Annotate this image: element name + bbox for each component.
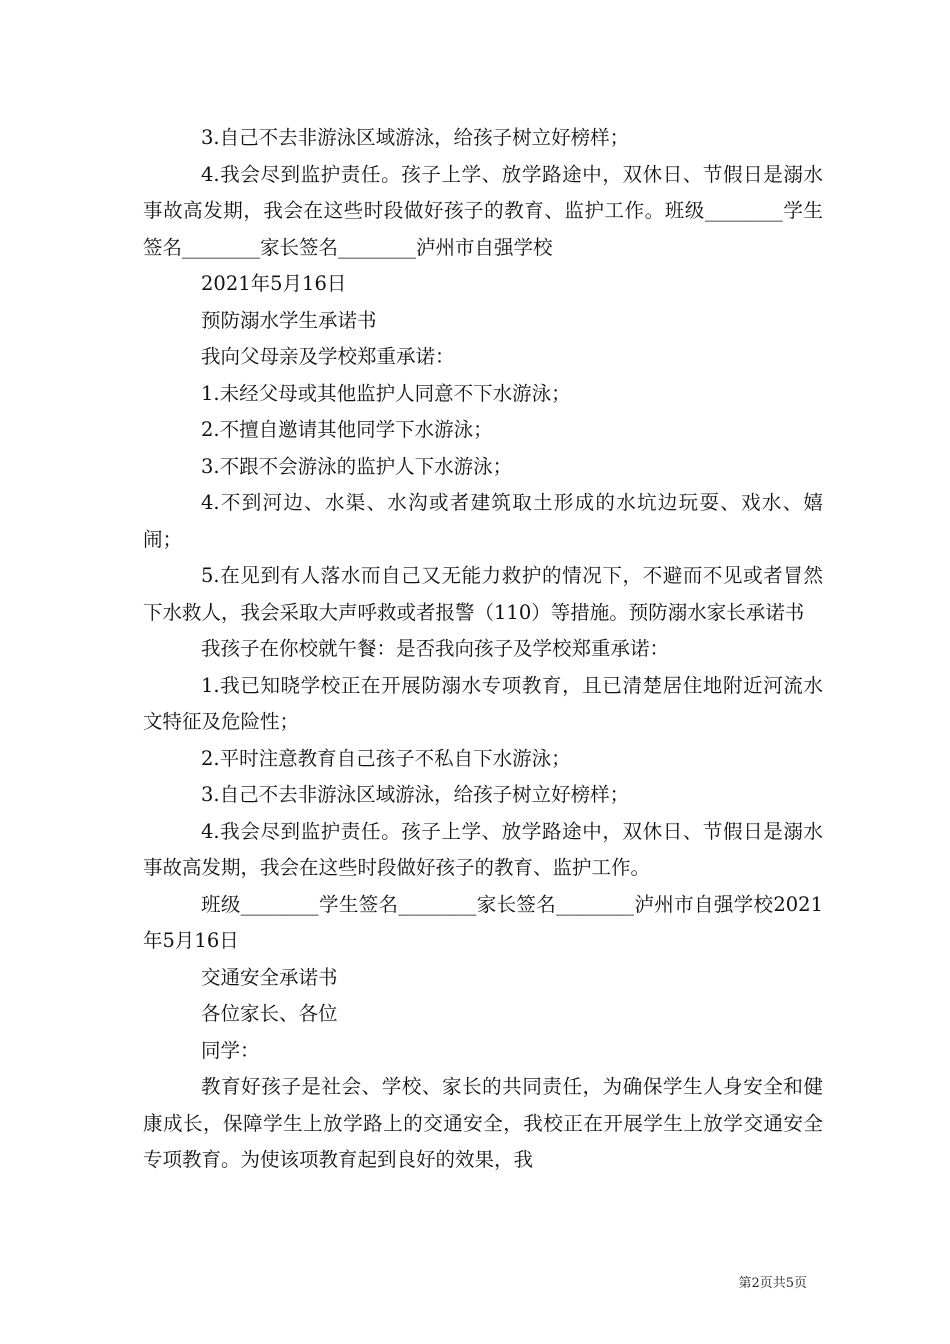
paragraph-4: 预防溺水学生承诺书 [201,308,377,332]
paragraph-20: 教育好孩子是社会、学校、家长的共同责任，为确保学生人身安全和健康成长，保障学生上放学路上的交通安全，我校正在开展学生上放学交通安全专项教育。为使该项教育起到良好的效果，我 [143,1075,823,1171]
paragraph-1: 3.自己不去非游泳区域游泳，给孩子树立好榜样； [201,126,630,149]
paragraph-10: 5.在见到有人落水而自己又无能力救护的情况下，不避而不见或者冒然下水救人，我会采取大声呼救或者报警（110）等措施。预防溺水家长承诺书 [143,564,823,624]
paragraph-6: 1.未经父母或其他监护人同意不下水游泳； [201,381,571,405]
paragraph-14: 3.自己不去非游泳区域游泳，给孩子树立好榜样； [201,783,630,806]
paragraph-7: 2.不擅自邀请其他同学下水游泳； [201,418,493,441]
paragraph-12: 1.我已知晓学校正在开展防溺水专项教育，且已清楚居住地附近河流水文特征及危险性； [143,673,823,733]
paragraph-19: 同学： [201,1038,260,1062]
paragraph-8: 3.不跟不会游泳的监护人下水游泳； [201,454,513,478]
paragraph-11: 我孩子在你校就午餐：是否我向孩子及学校郑重承诺： [201,637,670,660]
paragraph-13: 2.平时注意教育自己孩子不私自下水游泳； [201,746,571,770]
paragraph-3: 2021年5月16日 [201,272,347,295]
document-body [143,120,823,1179]
paragraph-15: 4.我会尽到监护责任。孩子上学、放学路途中，双休日、节假日是溺水事故高发期，我会在这些时段做好孩子的教育、监护工作。 [143,819,823,879]
paragraph-18: 各位家长、各位 [201,1002,338,1025]
paragraph-16: 班级________学生签名________家长签名________泸州市自强学校2021年5月16日 [143,892,823,952]
paragraph-9: 4.不到河边、水渠、水沟或者建筑取土形成的水坑边玩耍、戏水、嬉闹； [143,491,823,551]
page-number: 第2页共5页 [738,1276,807,1291]
paragraph-17: 交通安全承诺书 [201,965,338,989]
paragraph-2: 4.我会尽到监护责任。孩子上学、放学路途中，双休日、节假日是溺水事故高发期，我会在这些时段做好孩子的教育、监护工作。班级________学生签名________家长签名________泸州市自强学校 [143,162,823,259]
paragraph-5: 我向父母亲及学校郑重承诺： [201,345,455,368]
